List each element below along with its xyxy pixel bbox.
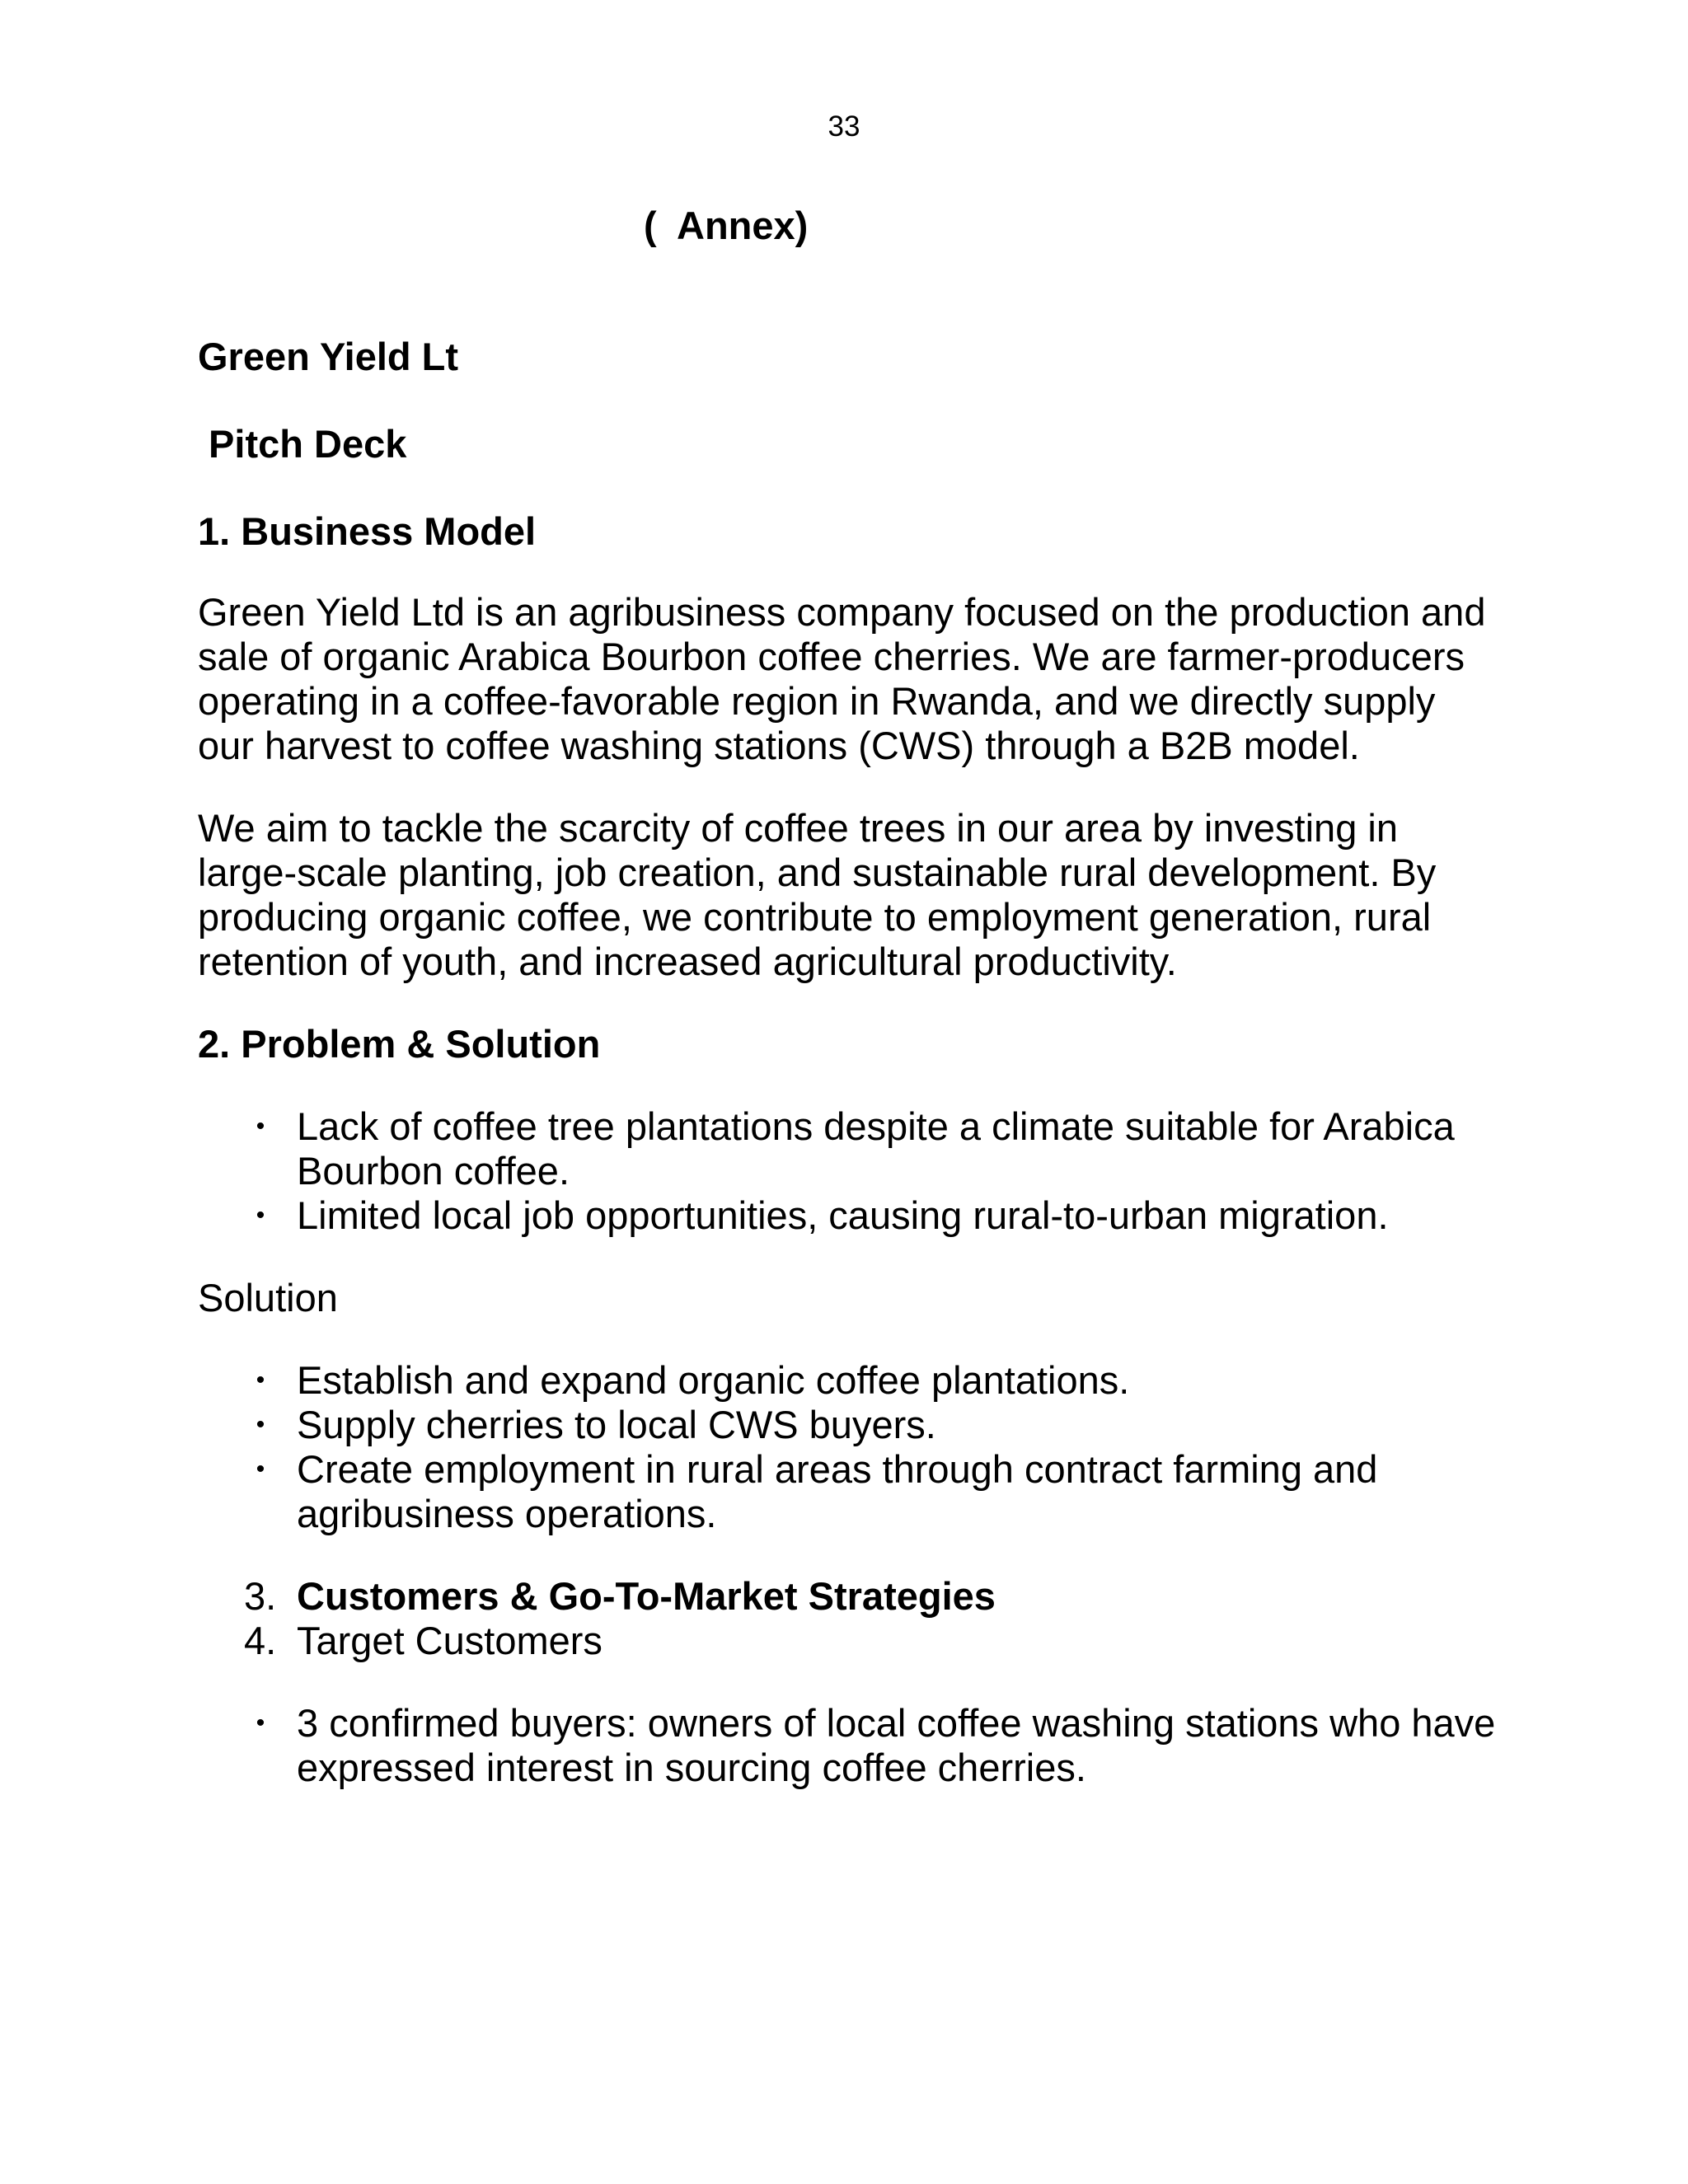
bullet-icon: • xyxy=(256,1202,265,1229)
solution-list xyxy=(198,1358,1500,1536)
list-item-text: Lack of coffee tree plantations despite a climate suitable for Arabica Bourbon coffee. xyxy=(297,1104,1455,1193)
list-item xyxy=(198,1403,1500,1447)
business-model-paragraph-1: Green Yield Ltd is an agribusiness company focused on the production and sale of organic Arabica Bourbon coffee cherries. We are farmer-producers operating in a coffee-favorable region in Rwanda, and we directly supply our harvest to coffee washing stations (CWS) through a B2B model. xyxy=(198,590,1486,767)
list-item xyxy=(198,1701,1500,1790)
numbered-item-customers-heading xyxy=(198,1574,1500,1619)
list-item-text: Establish and expand organic coffee plantations. xyxy=(297,1358,1130,1402)
list-item-text: Supply cherries to local CWS buyers. xyxy=(297,1403,936,1446)
numbered-item-target-customers xyxy=(198,1619,1500,1663)
bullet-icon: • xyxy=(256,1411,265,1438)
deck-title: Pitch Deck xyxy=(198,422,407,466)
bullet-icon: • xyxy=(256,1113,265,1140)
business-model-paragraph-2: We aim to tackle the scarcity of coffee trees in our area by investing in large-scale planting, job creation, and sustainable rural development. By producing organic coffee, we contribute to employment generation, rural retention of youth, and increased agricultural productivity. xyxy=(198,806,1437,983)
bullet-icon: • xyxy=(256,1455,265,1483)
target-customers-label: Target Customers xyxy=(297,1619,603,1662)
list-item xyxy=(198,1193,1500,1238)
problem-list xyxy=(198,1104,1500,1238)
solution-label: Solution xyxy=(198,1276,338,1319)
list-item xyxy=(198,1447,1500,1536)
problem-solution-heading: 2. Problem & Solution xyxy=(198,1022,601,1066)
page-number: 33 xyxy=(828,110,860,143)
customers-list xyxy=(198,1701,1500,1790)
item-number: 4. xyxy=(244,1619,277,1662)
annex-heading: ( Annex) xyxy=(644,204,809,247)
item-number: 3. xyxy=(244,1574,277,1618)
list-item xyxy=(198,1358,1500,1403)
company-title: Green Yield Lt xyxy=(198,335,459,378)
bullet-icon: • xyxy=(256,1366,265,1394)
customers-numbered-list xyxy=(198,1574,1500,1663)
document-body xyxy=(198,335,1500,1790)
list-item-text: 3 confirmed buyers: owners of local coffee washing stations who have expressed interest in sourcing coffee cherries. xyxy=(297,1701,1496,1789)
list-item xyxy=(198,1104,1500,1193)
list-item-text: Limited local job opportunities, causing rural-to-urban migration. xyxy=(297,1193,1389,1237)
list-item-text: Create employment in rural areas through contract farming and agribusiness operations. xyxy=(297,1447,1378,1535)
customers-heading: Customers & Go-To-Market Strategies xyxy=(297,1574,996,1618)
business-model-heading: 1. Business Model xyxy=(198,509,537,553)
bullet-icon: • xyxy=(256,1709,265,1736)
